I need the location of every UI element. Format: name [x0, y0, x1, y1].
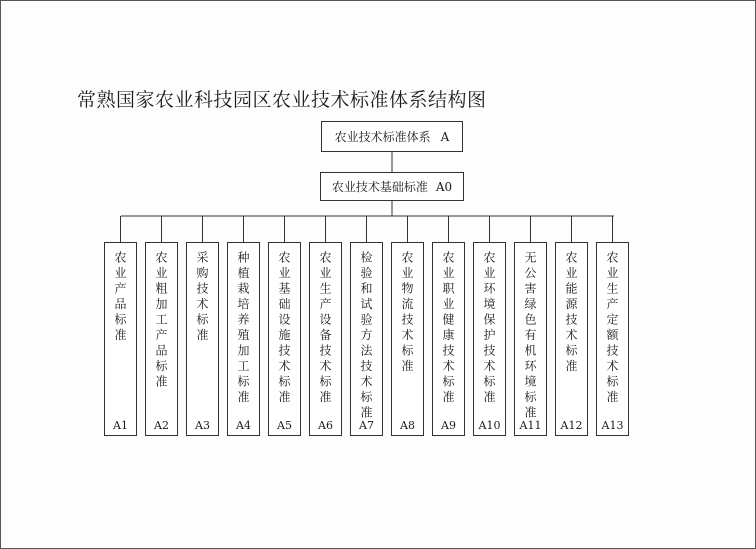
category-node-a1 — [104, 242, 137, 436]
category-name: 无公害绿色有机环境标准 — [523, 251, 537, 422]
category-code: A12 — [560, 419, 583, 432]
category-node-a4 — [227, 242, 260, 436]
category-name: 农业环境保护技术标准 — [482, 251, 496, 406]
category-name: 农业能源技术标准 — [564, 251, 578, 375]
category-code: A1 — [113, 419, 128, 432]
category-name: 检验和试验方法技术标准 — [359, 251, 373, 422]
category-name: 农业职业健康技术标准 — [441, 251, 455, 406]
base-node-label: 农业技术基础标准 — [331, 180, 428, 194]
category-node-a13 — [596, 242, 629, 436]
category-code: A6 — [318, 419, 333, 432]
category-code: A4 — [236, 419, 251, 432]
category-code: A5 — [277, 419, 292, 432]
category-node-a3 — [186, 242, 219, 436]
root-node-code: A — [440, 129, 450, 144]
diagram-title: 常熟国家农业科技园区农业技术标准体系结构图 — [77, 89, 487, 111]
category-node-a2 — [145, 242, 178, 436]
category-name: 农业产品标准 — [113, 251, 127, 344]
category-code: A13 — [601, 419, 624, 432]
category-node-a6 — [309, 242, 342, 436]
category-node-a12 — [555, 242, 588, 436]
category-name: 农业生产设备技术标准 — [318, 251, 332, 406]
category-name: 农业生产定额技术标准 — [605, 251, 619, 406]
category-code: A2 — [154, 419, 169, 432]
category-code: A9 — [441, 419, 456, 432]
category-node-a10 — [473, 242, 506, 436]
category-code: A7 — [359, 419, 374, 432]
category-code: A10 — [478, 419, 501, 432]
category-name: 种植栽培养殖加工标准 — [236, 251, 250, 406]
category-node-a5 — [268, 242, 301, 436]
category-name: 采购技术标准 — [195, 251, 209, 344]
category-node-a11 — [514, 242, 547, 436]
category-code: A8 — [400, 419, 415, 432]
category-name: 农业基础设施技术标准 — [277, 251, 291, 406]
category-node-a8 — [391, 242, 424, 436]
category-code: A11 — [519, 419, 542, 432]
category-node-a9 — [432, 242, 465, 436]
category-name: 农业物流技术标准 — [400, 251, 414, 375]
base-node-code: A0 — [435, 179, 453, 194]
category-name: 农业粗加工产品标准 — [154, 251, 168, 391]
category-node-a7 — [350, 242, 383, 436]
base-standard-node — [320, 172, 464, 201]
category-code: A3 — [195, 419, 210, 432]
root-node — [321, 121, 463, 152]
root-node-label: 农业技术标准体系 — [334, 130, 431, 144]
